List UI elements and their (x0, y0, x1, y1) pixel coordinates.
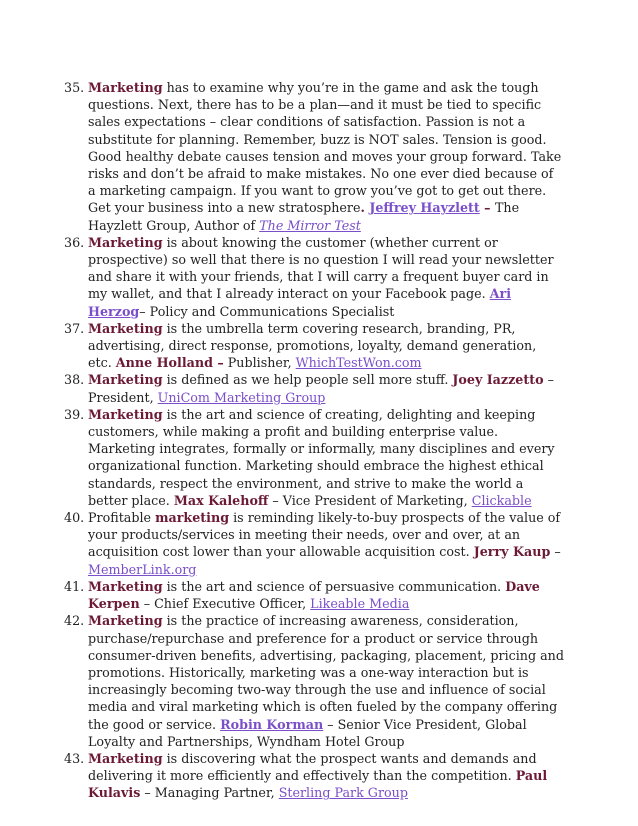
item-number: 39. (64, 406, 85, 422)
org-link[interactable]: UniCom Marketing Group (157, 389, 326, 405)
role-text: – President, (88, 372, 554, 405)
definition-text: is defined as we help people sell more stuff. (162, 372, 453, 388)
definition-text: is reminding likely-to-buy prospects of the value of your products/services in meeting their needs, over and over, at an acquisition cost lower than your allowable acquisition cost. (88, 510, 561, 560)
item-number: 41. (64, 578, 85, 594)
item-number: 40. (64, 510, 85, 526)
definition-text: is the art and science of persuasive communication. (162, 578, 506, 594)
definition-text: is the practice of increasing awareness, consideration, purchase/repurchase and preference for a product or service through consumer-driven benefits, advertising, packaging, placement, pricing and promotions. Historically, marketing was a one-way interaction but is increasingly becoming two-way through the use and influence of social media and viral marketing which is often fueled by the company offering the good or service. (88, 613, 564, 732)
person-name: Joey Iazzetto (452, 372, 544, 388)
person-name: Dave Kerpen (88, 578, 540, 612)
org-link[interactable]: Sterling Park Group (278, 785, 408, 801)
org-link[interactable]: Clickable (471, 492, 532, 508)
role-text: – Managing Partner, (140, 785, 279, 801)
person-link[interactable]: Ari Herzog (88, 286, 512, 319)
keyword: Marketing (88, 320, 163, 336)
prefix-text: Profitable (88, 510, 156, 526)
list-item-39 (64, 406, 564, 509)
person-name: Max Kalehoff (173, 492, 269, 508)
role-text: – Policy and Communications Specialist (139, 303, 395, 319)
item-number: 43. (64, 750, 85, 766)
role-text: The Hayzlett Group, Author of (88, 200, 520, 233)
org-link[interactable]: MemberLink.org (88, 561, 197, 577)
dash: – (479, 200, 495, 216)
period: . (360, 200, 370, 216)
keyword: Marketing (88, 406, 163, 422)
person-name: Jerry Kaup (473, 544, 551, 560)
definition-text: is the art and science of creating, delighting and keeping customers, while making a profit and building enterprise value. Marketing integrates, formally or informally, many disciplines and every organizational function. Marketing should embrace the highest ethical standards, respect the environment, and strive to make the world a better place. (88, 406, 555, 508)
item-number: 38. (64, 372, 85, 388)
list-item-42 (64, 612, 564, 750)
item-number: 35. (64, 80, 85, 95)
item-number: 36. (64, 234, 85, 250)
role-text: – Senior Vice President, Global Loyalty and Partnerships, Wyndham Hotel Group (88, 716, 527, 749)
person-link[interactable]: Robin Korman (220, 716, 324, 732)
keyword: Marketing (88, 613, 163, 629)
person-name: Paul Kulavis (88, 768, 548, 801)
list-item-43 (64, 750, 564, 802)
list-item-37 (64, 320, 564, 372)
org-link[interactable]: Likeable Media (310, 596, 410, 612)
list-item-38 (64, 371, 564, 405)
item-number: 42. (64, 613, 85, 629)
keyword: Marketing (88, 578, 163, 594)
person-link[interactable]: Jeffrey Hayzlett (369, 200, 480, 216)
keyword: Marketing (88, 372, 163, 388)
role-text: – (550, 544, 561, 560)
org-link[interactable]: The Mirror Test (259, 217, 361, 233)
keyword: Marketing (88, 234, 163, 250)
keyword: Marketing (88, 80, 163, 95)
list-item-35 (64, 79, 564, 234)
role-text: – Vice President of Marketing, (268, 492, 472, 508)
definition-text: is discovering what the prospect wants and demands and delivering it more efficiently and effectively than the competition. (88, 750, 537, 784)
definition-text: is about knowing the customer (whether current or prospective) so well that there is no question I will read your newsletter and share it with your friends, that I will carry a frequent buyer card in my wallet, and that I already interact on your Facebook page. (88, 234, 554, 302)
keyword: marketing (155, 510, 230, 526)
person-name: Anne Holland – (115, 355, 224, 371)
list-item-41 (64, 578, 564, 612)
definition-text: is the umbrella term covering research, branding, PR, advertising, direct response, promotions, loyalty, demand generation, etc. (88, 320, 537, 371)
item-number: 37. (64, 320, 85, 336)
list-item-36 (64, 234, 564, 320)
role-text: Publisher, (223, 355, 296, 371)
org-link[interactable]: WhichTestWon.com (295, 355, 422, 371)
list-item-40 (64, 509, 564, 578)
definition-text: has to examine why you’re in the game and ask the tough questions. Next, there has to be a plan—and it must be tied to specific sales expectations – clear conditions of satisfaction. Passion is not a substitute for planning. Remember, buzz is NOT sales. Tension is good. Good healthy debate causes tension and moves your group forward. Take risks and don’t be afraid to make mistakes. No one ever died because of a marketing campaign. If you want to grow you’ve got to get out there. Get your business into a new stratosphere (88, 80, 562, 216)
keyword: Marketing (88, 750, 163, 766)
definitions-list (64, 79, 564, 802)
role-text: – Chief Executive Officer, (139, 596, 311, 612)
